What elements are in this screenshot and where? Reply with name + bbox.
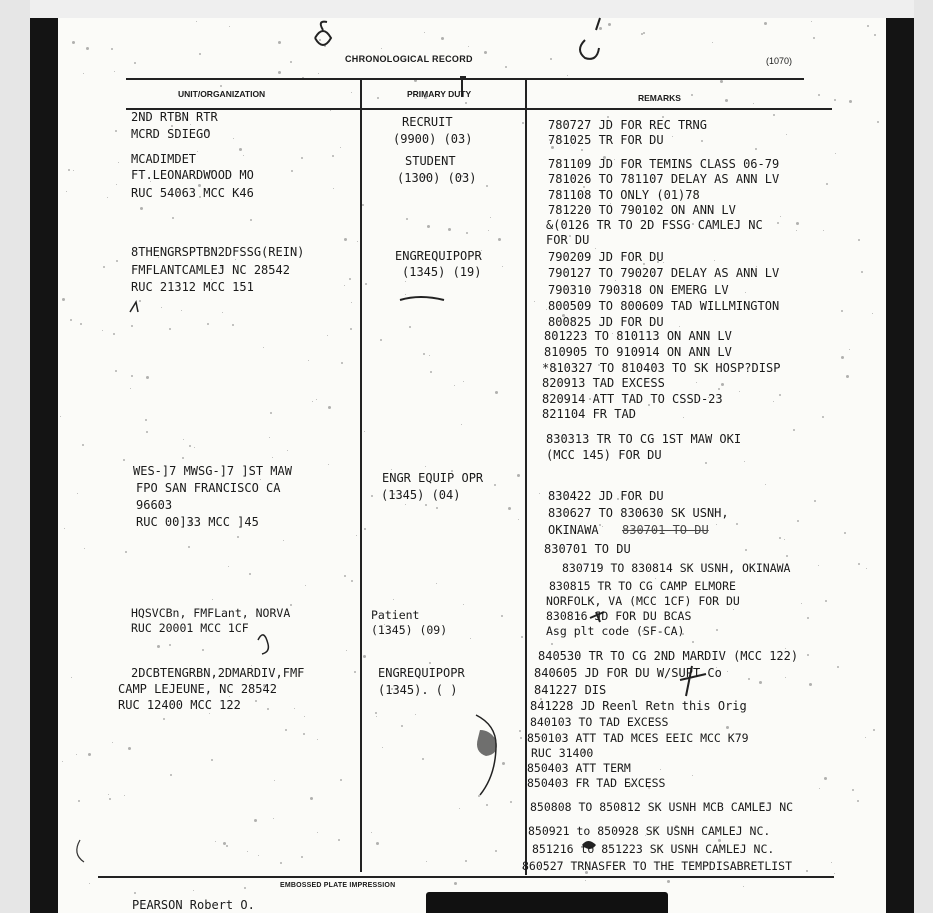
remark-line: 830815 TR TO CG CAMP ELMORE bbox=[549, 579, 736, 593]
remark-line: 790310 790318 ON EMERG LV bbox=[548, 283, 729, 297]
unit-line: RUC 00]33 MCC ]45 bbox=[136, 515, 259, 529]
column-divider-2 bbox=[525, 80, 527, 875]
remark-line: 781109 JD FOR TEMINS CLASS 06-79 bbox=[548, 157, 780, 171]
embossed-plate-label: EMBOSSED PLATE IMPRESSION bbox=[280, 882, 396, 889]
remark-line: 850403 FR TAD EXCESS bbox=[527, 776, 666, 790]
remark-line: 840103 TO TAD EXCESS bbox=[530, 715, 669, 729]
unit-line: WES-]7 MWSG-]7 ]ST MAW bbox=[133, 464, 292, 478]
table-top-rule bbox=[126, 78, 804, 80]
remark-line: NORFOLK, VA (MCC 1CF) FOR DU bbox=[546, 594, 740, 608]
unit-line: FPO SAN FRANCISCO CA bbox=[136, 481, 281, 495]
unit-line: RUC 21312 MCC 151 bbox=[131, 280, 254, 294]
duty-line: ENGREQUIPOPR bbox=[378, 666, 465, 680]
duty-line: RECRUIT bbox=[402, 115, 453, 129]
remark-line: 781026 TO 781107 DELAY AS ANN LV bbox=[548, 172, 780, 186]
unit-line: FT.LEONARDWOOD MO bbox=[131, 168, 254, 182]
unit-line: 2ND RTBN RTR bbox=[131, 110, 218, 124]
remark-line: &(0126 TR TO 2D FSSG CAMLEJ NC bbox=[546, 218, 763, 232]
duty-line: ENGR EQUIP OPR bbox=[382, 471, 484, 485]
remark-line: 790127 TO 790207 DELAY AS ANN LV bbox=[548, 266, 780, 280]
unit-line: 8THENGRSPTBN2DFSSG(REIN) bbox=[131, 245, 305, 259]
remark-line-struck: 830701 TO DU bbox=[622, 523, 709, 537]
remark-line: 830816 JD FOR DU BCAS bbox=[546, 609, 692, 623]
remark-line: 780727 JD FOR REC TRNG bbox=[548, 118, 707, 132]
remark-line: 830422 JD FOR DU bbox=[548, 489, 664, 503]
remark-line: 830627 TO 830630 SK USNH, bbox=[548, 506, 729, 520]
duty-line: STUDENT bbox=[405, 154, 456, 168]
unit-line: RUC 20001 MCC 1CF bbox=[131, 621, 249, 635]
remark-line: 830719 TO 830814 SK USNH, OKINAWA bbox=[562, 561, 791, 575]
unit-line: RUC 54063 MCC K46 bbox=[131, 186, 254, 200]
remark-line: (MCC 145) FOR DU bbox=[546, 448, 662, 462]
remark-line: *810327 TO 810403 TO SK HOSP?DISP bbox=[542, 361, 781, 375]
remark-line: 830313 TR TO CG 1ST MAW OKI bbox=[546, 432, 742, 446]
unit-line: CAMP LEJEUNE, NC 28542 bbox=[118, 682, 277, 696]
remark-line: 810905 TO 910914 ON ANN LV bbox=[544, 345, 732, 359]
unit-line: HQSVCBn, FMFLant, NORVA bbox=[131, 606, 291, 620]
remark-line: RUC 31400 bbox=[531, 746, 594, 760]
remark-line: 850403 ATT TERM bbox=[527, 761, 631, 775]
remark-line: 841227 DIS bbox=[534, 683, 607, 697]
remark-line: 820913 TAD EXCESS bbox=[542, 376, 665, 390]
remark-line: OKINAWA bbox=[548, 523, 599, 537]
remark-line: 850103 ATT TAD MCES EEIC MCC K79 bbox=[527, 731, 749, 745]
remark-line: 820914 ATT TAD TO CSSD-23 bbox=[542, 392, 723, 406]
remark-line: 781025 TR FOR DU bbox=[548, 133, 664, 147]
form-number: (1070) bbox=[766, 56, 793, 66]
duty-line: (9900) (03) bbox=[393, 132, 473, 146]
duty-line: (1345) (09) bbox=[371, 623, 448, 637]
remark-line: 790209 JD FOR DU bbox=[548, 250, 664, 264]
unit-line: MCADIMDET bbox=[131, 152, 197, 166]
header-unit: UNIT/ORGANIZATION bbox=[178, 89, 266, 99]
remark-line: 851216 to 851223 SK USNH CAMLEJ NC. bbox=[532, 842, 775, 856]
remark-line: 841228 JD Reenl Retn this Orig bbox=[530, 699, 747, 713]
remark-line: 801223 TO 810113 ON ANN LV bbox=[544, 329, 732, 343]
remark-line: 850808 TO 850812 SK USNH MCB CAMLEJ NC bbox=[530, 800, 794, 814]
remark-line: 781220 TO 790102 ON ANN LV bbox=[548, 203, 736, 217]
remark-line: 860527 TRNASFER TO THE TEMPDISABRETLIST bbox=[522, 859, 793, 873]
remark-line: 840605 JD FOR DU W/SUPT Co bbox=[534, 666, 722, 680]
remark-line: 830701 TO DU bbox=[544, 542, 631, 556]
duty-line: (1345). ( ) bbox=[378, 683, 458, 697]
unit-line: FMFLANTCAMLEJ NC 28542 bbox=[131, 263, 290, 277]
header-bottom-rule bbox=[126, 108, 832, 110]
remark-line: 800825 JD FOR DU bbox=[548, 315, 664, 329]
table-bottom-rule bbox=[98, 876, 834, 878]
duty-line: Patient bbox=[371, 608, 420, 622]
remark-line: 850921 to 850928 SK USNH CAMLEJ NC. bbox=[528, 824, 771, 838]
duty-line: (1345) (04) bbox=[381, 488, 461, 502]
header-remarks: REMARKS bbox=[638, 93, 681, 103]
remark-line: FOR DU bbox=[546, 233, 590, 247]
remark-line: 821104 FR TAD bbox=[542, 407, 636, 421]
form-title: CHRONOLOGICAL RECORD bbox=[345, 54, 473, 64]
remark-line: 800509 TO 800609 TAD WILLMINGTON bbox=[548, 299, 780, 313]
column-divider-1 bbox=[360, 80, 362, 872]
embossed-plate-block bbox=[426, 892, 668, 913]
unit-line: 2DCBTENGRBN,2DMARDIV,FMF bbox=[131, 666, 305, 680]
embossed-name: PEARSON Robert O. bbox=[132, 898, 255, 912]
unit-line: 96603 bbox=[136, 498, 173, 512]
unit-line: RUC 12400 MCC 122 bbox=[118, 698, 241, 712]
remark-line: Asg plt code (SF-CA) bbox=[546, 624, 685, 638]
duty-line: ENGREQUIPOPR bbox=[395, 249, 482, 263]
header-duty: PRIMARY DUTY bbox=[407, 89, 472, 99]
duty-line: (1345) (19) bbox=[402, 265, 482, 279]
unit-line: MCRD SDIEGO bbox=[131, 127, 211, 141]
remark-line: 781108 TO ONLY (01)78 bbox=[548, 188, 700, 202]
remark-line: 840530 TR TO CG 2ND MARDIV (MCC 122) bbox=[538, 649, 799, 663]
duty-line: (1300) (03) bbox=[397, 171, 477, 185]
